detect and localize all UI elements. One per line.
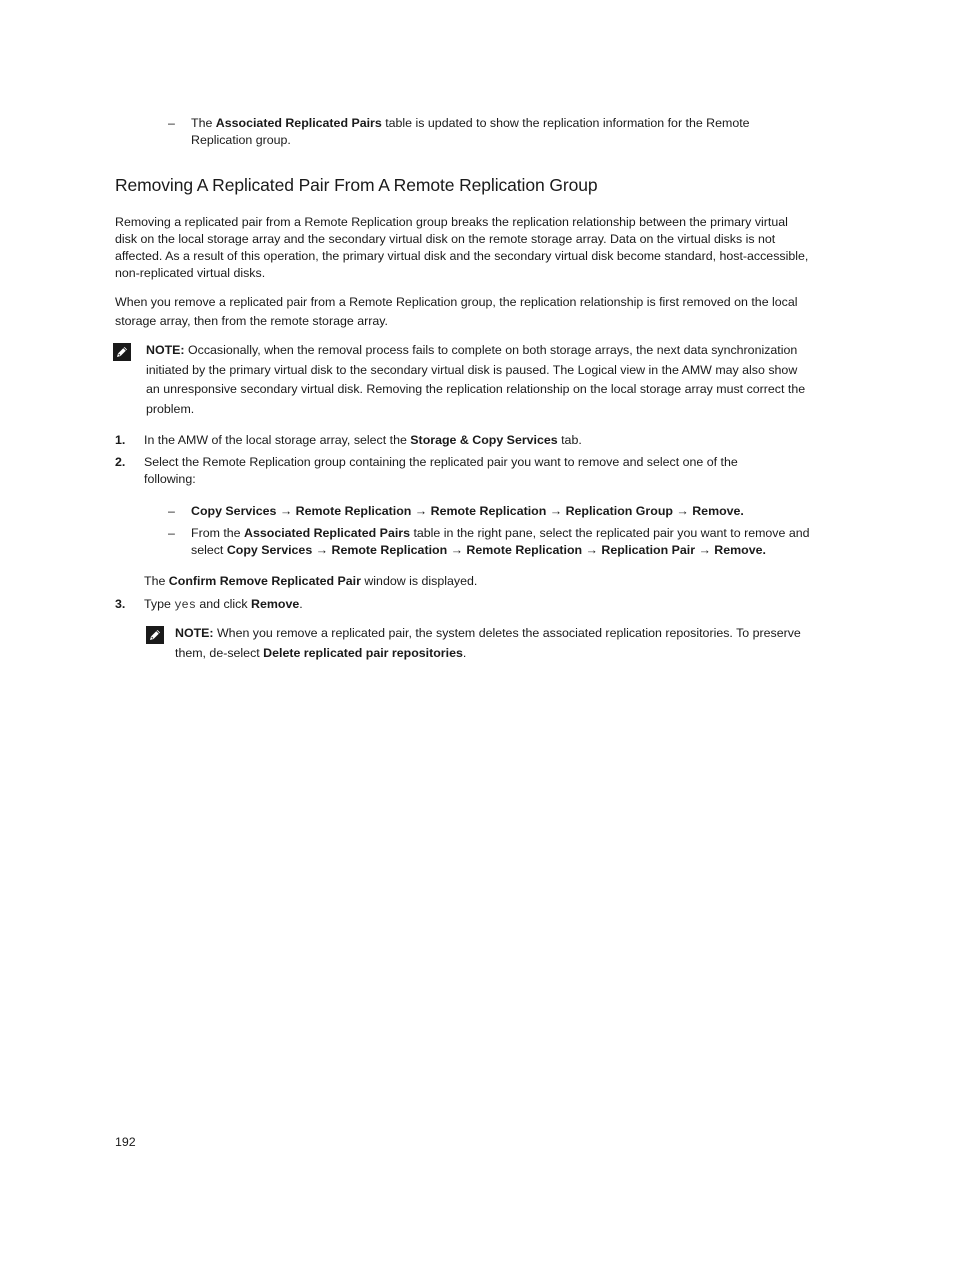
step-1: In the AMW of the local storage array, select the Storage & Copy Services tab.: [144, 433, 582, 447]
code-yes: yes: [174, 598, 196, 612]
note-label: NOTE:: [175, 626, 214, 640]
list-dash: –: [168, 116, 175, 130]
confirm-window-term: Confirm Remove Replicated Pair: [168, 574, 361, 588]
associated-replicated-pairs-term: Associated Replicated Pairs: [244, 526, 410, 540]
step-number: 1.: [115, 433, 126, 447]
removal-order-paragraph: When you remove a replicated pair from a Remote Replication group, the replication relationship is first removed on the local storage array, then from the remote storage array.: [115, 295, 798, 328]
menu-path-replication-pair: Copy Services → Remote Replication → Remote Replication → Replication Pair → Remove.: [226, 543, 766, 557]
section-heading: Removing A Replicated Pair From A Remote Replication Group: [115, 175, 598, 195]
note-label: NOTE:: [146, 343, 185, 357]
remove-button-term: Remove: [251, 597, 300, 611]
list-dash: –: [168, 526, 175, 540]
note-repositories: NOTE: When you remove a replicated pair, the system deletes the associated replication repositories. To preserve them, de-select Delete replicated pair repositories.: [175, 626, 801, 660]
step-number: 2.: [115, 455, 126, 469]
step-number: 3.: [115, 597, 126, 611]
page-number: 192: [115, 1135, 136, 1149]
intro-paragraph: Removing a replicated pair from a Remote Replication group breaks the replication relationship between the primary virtual disk on the local storage array and the secondary virtual disk on the remote storage array. Data on the virtual disks is not affected. As a result of this operation, the primary virtual disk and the secondary virtual disk become standard, host-accessible, non-replicated virtual disks.: [115, 215, 809, 280]
step-2-result: The Confirm Remove Replicated Pair window is displayed.: [144, 574, 478, 588]
pencil-note-icon: [146, 626, 164, 644]
step-2: Select the Remote Replication group containing the replicated pair you want to remove and select one of the following:: [144, 455, 738, 486]
menu-path-replication-group: Copy Services → Remote Replication → Remote Replication → Replication Group → Remove.: [191, 504, 744, 518]
step-2-option-table: From the Associated Replicated Pairs table in the right pane, select the replicated pair you want to remove and select Copy Services → Remote Replication → Remote Replication → Replication Pair → Remove.: [191, 526, 810, 557]
delete-repositories-option-term: Delete replicated pair repositories: [263, 645, 463, 660]
top-list-item: The Associated Replicated Pairs table is updated to show the replication information for the Remote Replication group.: [191, 116, 750, 147]
note-removal-failure: NOTE: Occasionally, when the removal process fails to complete on both storage arrays, the next data synchronization initiated by the primary virtual disk to the secondary virtual disk is paused. The Logical view in the AMW may also show an unresponsive secondary virtual disk. Removing the replication relationship on the local storage array must correct the problem.: [146, 343, 806, 416]
step-2-option-menu-path: [191, 503, 811, 520]
pencil-note-icon: [113, 343, 131, 361]
associated-replicated-pairs-term: Associated Replicated Pairs: [215, 116, 382, 130]
storage-copy-services-tab-term: Storage & Copy Services: [410, 433, 558, 447]
list-dash: –: [168, 504, 175, 518]
step-3: Type yes and click Remove.: [144, 597, 303, 612]
